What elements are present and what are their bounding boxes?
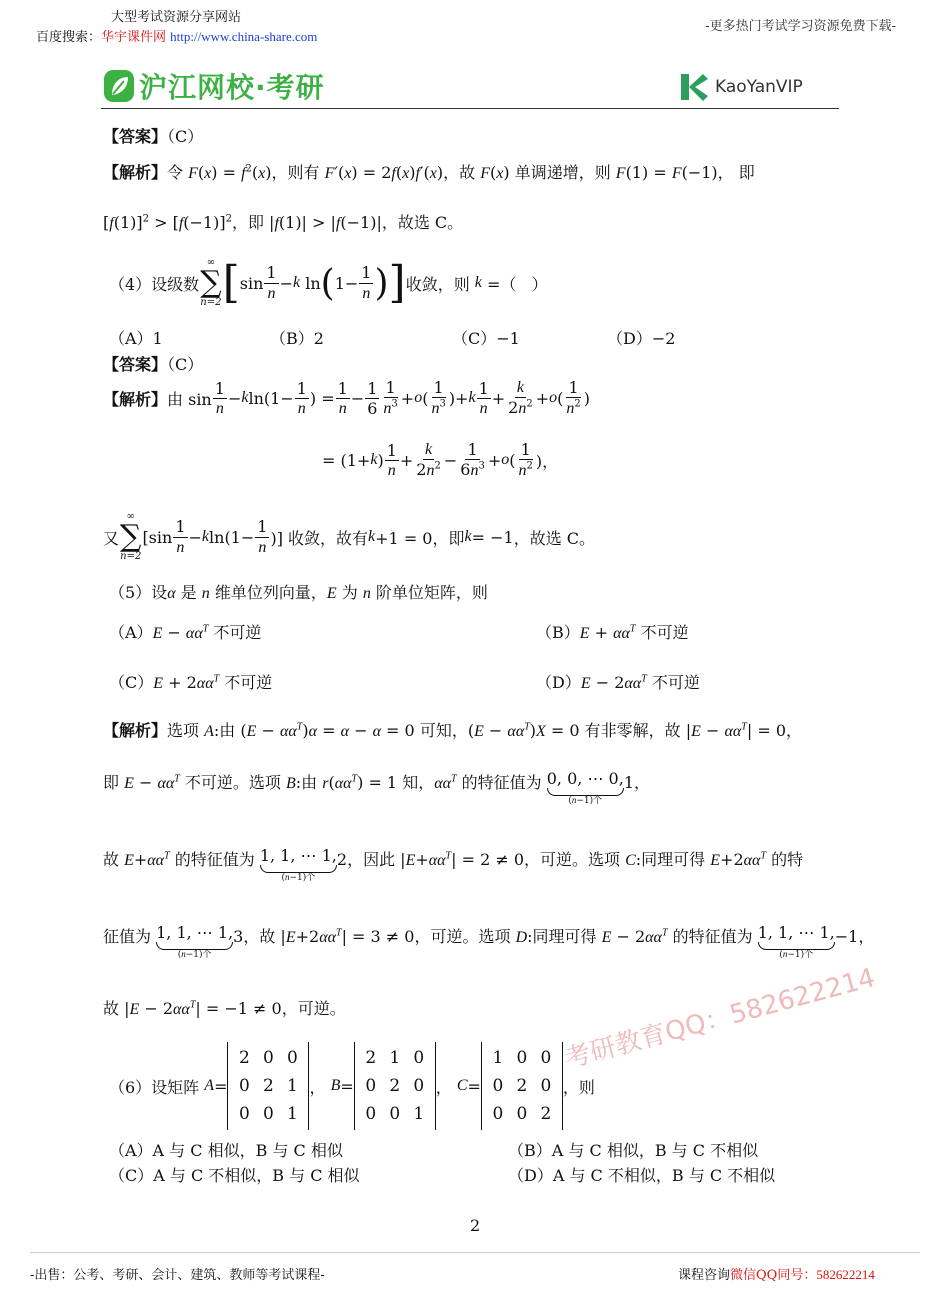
q4-option-b: （B）2 [270,329,324,348]
q5-analysis-line5: 故 $|E - 2\alpha\alpha^T| = -1 \ne 0$，可逆。 [103,999,346,1018]
matrix-a [227,1042,309,1130]
q5-option-d: $(D)E - 2\alpha\alpha^T$ 不可逆 [536,673,700,692]
q5-analysis-line3: 故 $E+\alpha\alpha^T$ 的特征值为 1, 1, ⋯ 1, (n−1)个 2，因此 $|E+\alpha\alpha^T| = 2 \ne 0$，可逆。选项 C:同理可得 $E+2\alpha\alpha^T$ 的特 [103,846,804,883]
logo-hujiang [103,66,325,106]
matrix-cell: 0 [492,1076,504,1096]
header-search [36,26,317,45]
matrix-cell: 0 [239,1076,250,1096]
q4-analysis-line1: 【解析】 由 sin 1 n − k ln(1− 1 n ) = 1 n − 1 6 1 $n^3$ + o ( 1 $n^3$ )+ k 1 n + k $2n^2$ + o ( 1 $n^2$ ) [103,378,591,418]
matrix-row [359,1072,431,1100]
matrix-cell: 2 [365,1048,377,1068]
search-label: 百度搜索： [36,30,102,45]
matrix-cell: 1 [287,1076,298,1096]
matrix-row [359,1044,431,1072]
footer-right: 课程咨询微信QQ同号：582622214 [678,1267,875,1283]
matrix-cell: 0 [516,1104,528,1124]
q4-option-d: （D）−2 [607,329,676,348]
matrix-cell: 1 [287,1104,298,1124]
q5-option-a: $(A)E - \alpha\alpha^T$ 不可逆 [109,623,262,642]
matrix-cell: 2 [239,1048,250,1068]
header-url[interactable]: http://www.china-share.com [170,29,318,44]
matrix-cell: 0 [365,1076,377,1096]
matrix-cell: 2 [540,1104,552,1124]
q3-analysis-line1: 【解析】令 $F(x) = f^2(x)$，则有 F′(x) = 2f(x)f′(x)，故 F(x) 单调递增，则 F(1) = F(−1)， 即 [103,163,755,182]
matrix-cell: 1 [492,1048,504,1068]
q6-option-c: （C）A 与 C 不相似，B 与 C 相似 [109,1166,360,1185]
matrix-cell: 0 [263,1104,274,1124]
logo-text: 沪江网校·考研 [139,71,325,104]
q3-analysis-line2: $[f(1)]^2 > [f(-1)]^2$，即 |f(1)| > |f(−1)|，故选 C。 [103,213,464,232]
matrix-cell: 0 [540,1048,552,1068]
leaf-logo-icon [103,69,135,103]
matrix-cell: 0 [263,1048,274,1068]
matrix-cell: 0 [413,1048,425,1068]
k-logo-icon [679,72,709,102]
page-number: 2 [470,1216,481,1235]
matrix-row [232,1072,304,1100]
q4-analysis-line2: = (1+ k ) 1 n + k $2n^2$ − 1 $6n^3$ + o ( 1 $n^2$ )， [322,440,559,480]
q3-answer: 【答案】（C） [103,127,204,146]
matrix-cell: 0 [540,1076,552,1096]
q5-analysis-line1: 【解析】选项 A:由 $(E - \alpha\alpha^T)\alpha = \alpha - \alpha = 0$ 可知，$(E - \alpha\alpha^T)X = 0$ 有非零解，故 $|E - \alpha\alpha^T| = 0$， [103,721,803,740]
matrix-row [486,1044,558,1072]
kaoyanvip-text: KaoYanVIP [715,77,803,97]
q6-option-b: （B）A 与 C 相似，B 与 C 不相似 [508,1141,759,1160]
matrix-cell: 0 [413,1076,425,1096]
header-site-name: 大型考试资源分享网站 [111,10,242,25]
matrix-cell: 1 [389,1048,401,1068]
footer-left: -出售：公考、考研、会计、建筑、教师等考试课程- [30,1268,325,1283]
header-rule [101,108,839,109]
footer-rule [30,1252,920,1253]
matrix-cell: 0 [389,1104,401,1124]
q4-stem: （4）设级数 ∞ ∑ n=2 [ sin 1 n − k ln ( 1− 1 n ) ] 收敛，则 k =（ ） [109,257,548,308]
matrix-row [232,1100,304,1128]
matrix-row [359,1100,431,1128]
matrix-cell: 0 [492,1104,504,1124]
matrix-cell: 2 [263,1076,274,1096]
matrix-cell: 1 [413,1104,425,1124]
q5-analysis-line4: 征值为 1, 1, ⋯ 1, (n−1)个 3，故 $|E+2\alpha\alpha^T| = 3 \ne 0$，可逆。选项 D:同理可得 $E - 2\alpha\alpha^T$ 的特征值为 1, 1, ⋯ 1, (n−1)个 −1， [103,923,875,960]
q4-option-c: （C）−1 [452,329,520,348]
q4-answer: 【答案】（C） [103,355,204,374]
matrix-cell: 2 [389,1076,401,1096]
q4-option-a: （A）1 [109,329,163,348]
q4-conclusion: 又 ∞ ∑ n=2 [sin 1 n − k ln(1− 1 n )] 收敛，故有 k +1 = 0，即 k = −1 ，故选 C。 [103,511,596,562]
search-term[interactable]: 华宇课件网 [101,30,167,45]
q6-stem: （6）设矩阵 A = 2 0 0 0 2 1 0 0 1 ， B = 2 1 0 0 2 0 0 0 1 ， C = 1 0 0 0 2 0 0 0 2 ，则 [109,1042,595,1130]
matrix-cell: 0 [365,1104,377,1124]
q5-option-b: $(B)E + \alpha\alpha^T$ 不可逆 [536,623,689,642]
matrix-cell: 0 [239,1104,250,1124]
matrix-row [486,1072,558,1100]
matrix-cell: 2 [516,1076,528,1096]
q6-option-a: （A）A 与 C 相似，B 与 C 相似 [109,1141,343,1160]
logo-kaoyanvip [679,72,803,102]
q5-analysis-line2: 即 $E - \alpha\alpha^T$ 不可逆。选项 B:由 $r(\alpha\alpha^T) = 1$ 知，$\alpha\alpha^T$ 的特征值为 0, 0, ⋯ 0, (n−1)个 1， [103,769,650,806]
header-right-text: -更多热门考试学习资源免费下载- [705,19,896,34]
matrix-cell: 0 [287,1048,298,1068]
matrix-row [232,1044,304,1072]
q5-stem: （5）设α 是 n 维单位列向量，E 为 n 阶单位矩阵，则 [109,583,488,602]
watermark: 考研教育QQ：582622214 [561,963,879,1075]
matrix-b [354,1042,436,1130]
matrix-cell: 0 [516,1048,528,1068]
matrix-row [486,1100,558,1128]
q6-option-d: （D）A 与 C 不相似，B 与 C 不相似 [508,1166,776,1185]
matrix-c [481,1042,563,1130]
q5-option-c: $(C)E + 2\alpha\alpha^T$ 不可逆 [109,673,273,692]
